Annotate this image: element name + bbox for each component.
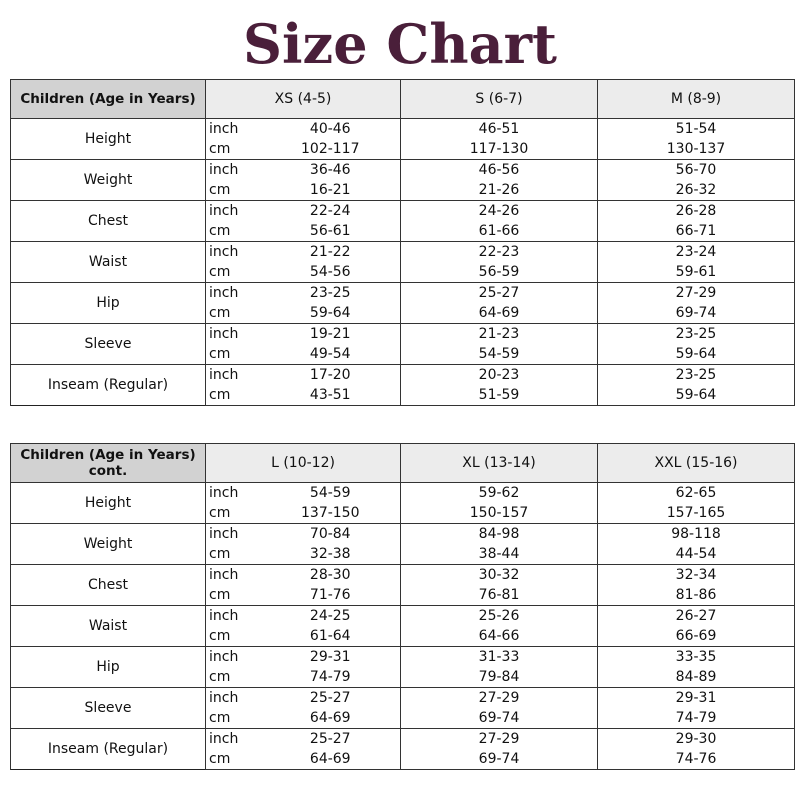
table-row [11,242,795,263]
measure-label: Waist [11,606,206,647]
size-header-row [11,444,795,483]
size-value: 54-56 [261,262,401,283]
measure-label: Inseam (Regular) [11,365,206,406]
size-header: XL (13-14) [401,444,598,483]
table-header-label: Children (Age in Years) [11,80,206,119]
size-value: 74-79 [598,708,795,729]
unit-label: inch [206,565,261,586]
unit-label: cm [206,749,261,770]
table-row [11,729,795,750]
size-value: 71-76 [261,585,401,606]
table-row [11,201,795,222]
size-value: 29-31 [598,688,795,709]
size-value: 31-33 [401,647,598,668]
size-value: 24-26 [401,201,598,222]
size-value: 64-66 [401,626,598,647]
table-row [11,160,795,181]
size-value: 64-69 [261,708,401,729]
size-value: 46-51 [401,119,598,140]
size-value: 32-34 [598,565,795,586]
size-value: 74-79 [261,667,401,688]
size-value: 23-24 [598,242,795,263]
size-value: 25-26 [401,606,598,627]
size-value: 29-30 [598,729,795,750]
size-header-row [11,80,795,119]
unit-label: inch [206,160,261,181]
measure-label: Weight [11,160,206,201]
size-value: 17-20 [261,365,401,386]
size-value: 26-27 [598,606,795,627]
size-value: 26-32 [598,180,795,201]
size-value: 25-27 [401,283,598,304]
unit-label: cm [206,503,261,524]
size-table-1 [10,79,795,406]
unit-label: cm [206,708,261,729]
size-value: 66-69 [598,626,795,647]
size-value: 62-65 [598,483,795,504]
unit-label: cm [206,262,261,283]
size-value: 56-70 [598,160,795,181]
unit-label: inch [206,242,261,263]
size-header: L (10-12) [206,444,401,483]
size-value: 32-38 [261,544,401,565]
unit-label: cm [206,180,261,201]
size-value: 23-25 [261,283,401,304]
size-value: 19-21 [261,324,401,345]
measure-label: Hip [11,647,206,688]
unit-label: inch [206,483,261,504]
size-value: 33-35 [598,647,795,668]
size-value: 22-24 [261,201,401,222]
table-row [11,324,795,345]
size-value: 56-59 [401,262,598,283]
size-value: 43-51 [261,385,401,406]
page-title: Size Chart [243,12,557,76]
size-header: XS (4-5) [206,80,401,119]
size-value: 40-46 [261,119,401,140]
size-value: 61-66 [401,221,598,242]
size-value: 137-150 [261,503,401,524]
size-value: 23-25 [598,324,795,345]
unit-label: inch [206,283,261,304]
size-value: 27-29 [401,729,598,750]
unit-label: inch [206,365,261,386]
size-table-2 [10,443,795,770]
size-header: M (8-9) [598,80,795,119]
size-value: 98-118 [598,524,795,545]
unit-label: cm [206,139,261,160]
measure-label: Sleeve [11,688,206,729]
size-value: 81-86 [598,585,795,606]
measure-label: Waist [11,242,206,283]
table-row [11,647,795,668]
size-value: 64-69 [401,303,598,324]
measure-label: Chest [11,565,206,606]
size-value: 38-44 [401,544,598,565]
unit-label: inch [206,729,261,750]
table-header-label: Children (Age in Years) cont. [11,444,206,483]
unit-label: cm [206,585,261,606]
size-value: 69-74 [598,303,795,324]
size-value: 130-137 [598,139,795,160]
size-value: 20-23 [401,365,598,386]
unit-label: cm [206,544,261,565]
size-value: 26-28 [598,201,795,222]
size-value: 21-22 [261,242,401,263]
table-row [11,688,795,709]
size-value: 27-29 [401,688,598,709]
size-header: S (6-7) [401,80,598,119]
size-value: 30-32 [401,565,598,586]
size-value: 59-64 [261,303,401,324]
size-value: 59-62 [401,483,598,504]
size-value: 44-54 [598,544,795,565]
size-value: 51-54 [598,119,795,140]
size-value: 102-117 [261,139,401,160]
size-value: 69-74 [401,749,598,770]
unit-label: cm [206,626,261,647]
size-value: 24-25 [261,606,401,627]
size-value: 84-89 [598,667,795,688]
size-value: 64-69 [261,749,401,770]
measure-label: Sleeve [11,324,206,365]
unit-label: cm [206,667,261,688]
size-value: 70-84 [261,524,401,545]
size-value: 23-25 [598,365,795,386]
table-row [11,283,795,304]
size-value: 25-27 [261,729,401,750]
size-value: 25-27 [261,688,401,709]
measure-label: Inseam (Regular) [11,729,206,770]
size-value: 54-59 [261,483,401,504]
size-value: 36-46 [261,160,401,181]
size-value: 21-26 [401,180,598,201]
table-row [11,606,795,627]
table-row [11,365,795,386]
size-value: 76-81 [401,585,598,606]
size-value: 49-54 [261,344,401,365]
size-value: 51-59 [401,385,598,406]
measure-label: Weight [11,524,206,565]
table-row [11,565,795,586]
size-value: 61-64 [261,626,401,647]
table-row [11,119,795,140]
size-value: 56-61 [261,221,401,242]
unit-label: inch [206,688,261,709]
measure-label: Chest [11,201,206,242]
unit-label: cm [206,344,261,365]
unit-label: inch [206,647,261,668]
unit-label: inch [206,201,261,222]
size-value: 117-130 [401,139,598,160]
unit-label: cm [206,385,261,406]
size-value: 69-74 [401,708,598,729]
size-value: 59-61 [598,262,795,283]
unit-label: inch [206,606,261,627]
size-value: 59-64 [598,344,795,365]
unit-label: cm [206,221,261,242]
measure-label: Hip [11,283,206,324]
size-value: 59-64 [598,385,795,406]
unit-label: inch [206,119,261,140]
size-value: 22-23 [401,242,598,263]
size-value: 79-84 [401,667,598,688]
size-header: XXL (15-16) [598,444,795,483]
unit-label: cm [206,303,261,324]
size-value: 29-31 [261,647,401,668]
table-row [11,524,795,545]
size-value: 157-165 [598,503,795,524]
size-value: 28-30 [261,565,401,586]
size-value: 27-29 [598,283,795,304]
size-value: 16-21 [261,180,401,201]
unit-label: inch [206,324,261,345]
size-value: 54-59 [401,344,598,365]
unit-label: inch [206,524,261,545]
table-row [11,483,795,504]
size-value: 84-98 [401,524,598,545]
measure-label: Height [11,119,206,160]
size-value: 66-71 [598,221,795,242]
measure-label: Height [11,483,206,524]
size-value: 150-157 [401,503,598,524]
size-value: 74-76 [598,749,795,770]
size-value: 46-56 [401,160,598,181]
size-value: 21-23 [401,324,598,345]
